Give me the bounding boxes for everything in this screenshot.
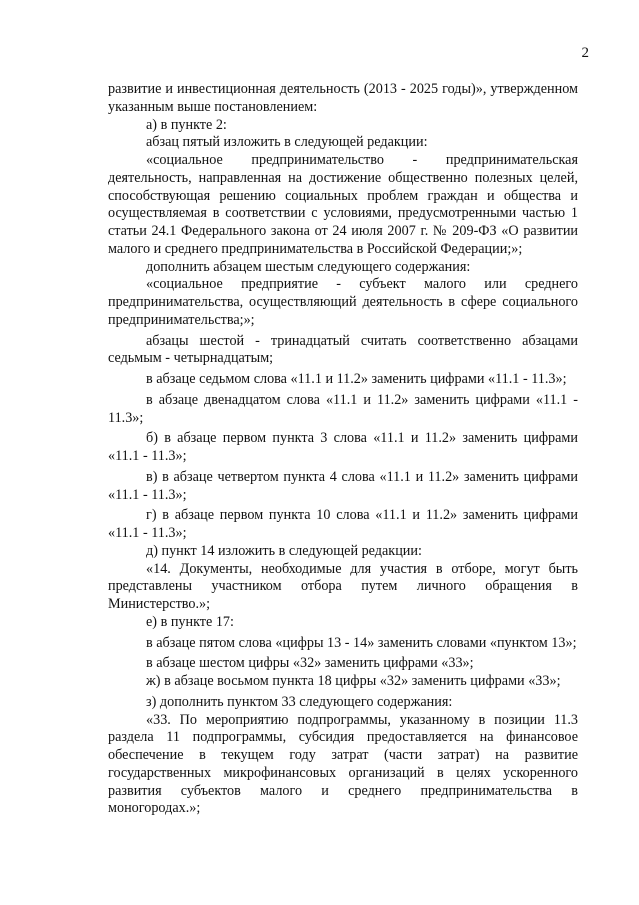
paragraph: д) пункт 14 изложить в следующей редакции: [146,542,422,559]
paragraph: абзац пятый изложить в следующей редакции: [146,134,428,151]
paragraph: «14. Документы, необходимые для участия в отборе, могут быть представлены участником отбора путем личного обращения в Министерство.»; [108,560,578,612]
paragraph: развитие и инвестиционная деятельность (2013 - 2025 годы)», утвержденном указанным выше постановлением: [108,81,578,115]
paragraph: а) в пункте 2: [146,116,227,133]
document-body [108,81,578,818]
paragraph: «33. По мероприятию подпрограммы, указанному в позиции 11.3 раздела 11 подпрограммы, субсидия предоставляется на финансовое обеспечение в текущем году затрат (части затрат) на развитие государственных микрофинансовых организаций в целях ускоренного развития субъектов малого и среднего предпринимательства в моногородах.»; [108,711,578,817]
paragraph: абзацы шестой - тринадцатый считать соответственно абзацами седьмым - четырнадцатым; [108,332,578,367]
paragraph: г) в абзаце первом пункта 10 слова «11.1 и 11.2» заменить цифрами «11.1 - 11.3»; [108,507,578,541]
paragraph: в абзаце шестом цифры «32» заменить цифрами «33»; [146,655,474,672]
paragraph: з) дополнить пунктом 33 следующего содержания: [146,693,453,710]
page-number: 2 [581,45,589,61]
paragraph: «социальное предприятие - субъект малого или среднего предпринимательства, осуществляющий деятельность в сфере социального предпринимательства;»; [108,276,578,328]
paragraph: в) в абзаце четвертом пункта 4 слова «11.1 и 11.2» заменить цифрами «11.1 - 11.3»; [108,468,578,503]
paragraph: в абзаце пятом слова «цифры 13 - 14» заменить словами «пунктом 13»; [146,634,577,651]
paragraph: в абзаце двенадцатом слова «11.1 и 11.2» заменить цифрами «11.1 - 11.3»; [108,391,578,426]
paragraph: ж) в абзаце восьмом пункта 18 цифры «32» заменить цифрами «33»; [146,673,561,689]
paragraph: в абзаце седьмом слова «11.1 и 11.2» заменить цифрами «11.1 - 11.3»; [146,371,567,387]
paragraph: б) в абзаце первом пункта 3 слова «11.1 и 11.2» заменить цифрами «11.1 - 11.3»; [108,430,578,464]
paragraph: е) в пункте 17: [146,613,234,630]
paragraph: дополнить абзацем шестым следующего содержания: [146,258,471,275]
paragraph: «социальное предпринимательство - предпринимательская деятельность, направленная на достижение общественно полезных целей, способствующая решению социальных проблем граждан и общества и осуществляемая в соответствии с условиями, предусмотренными частью 1 статьи 24.1 Федерального закона от 24 июля 2007 г. № 209-ФЗ «О развитии малого и среднего предпринимательства в Российской Федерации;»; [108,152,578,257]
